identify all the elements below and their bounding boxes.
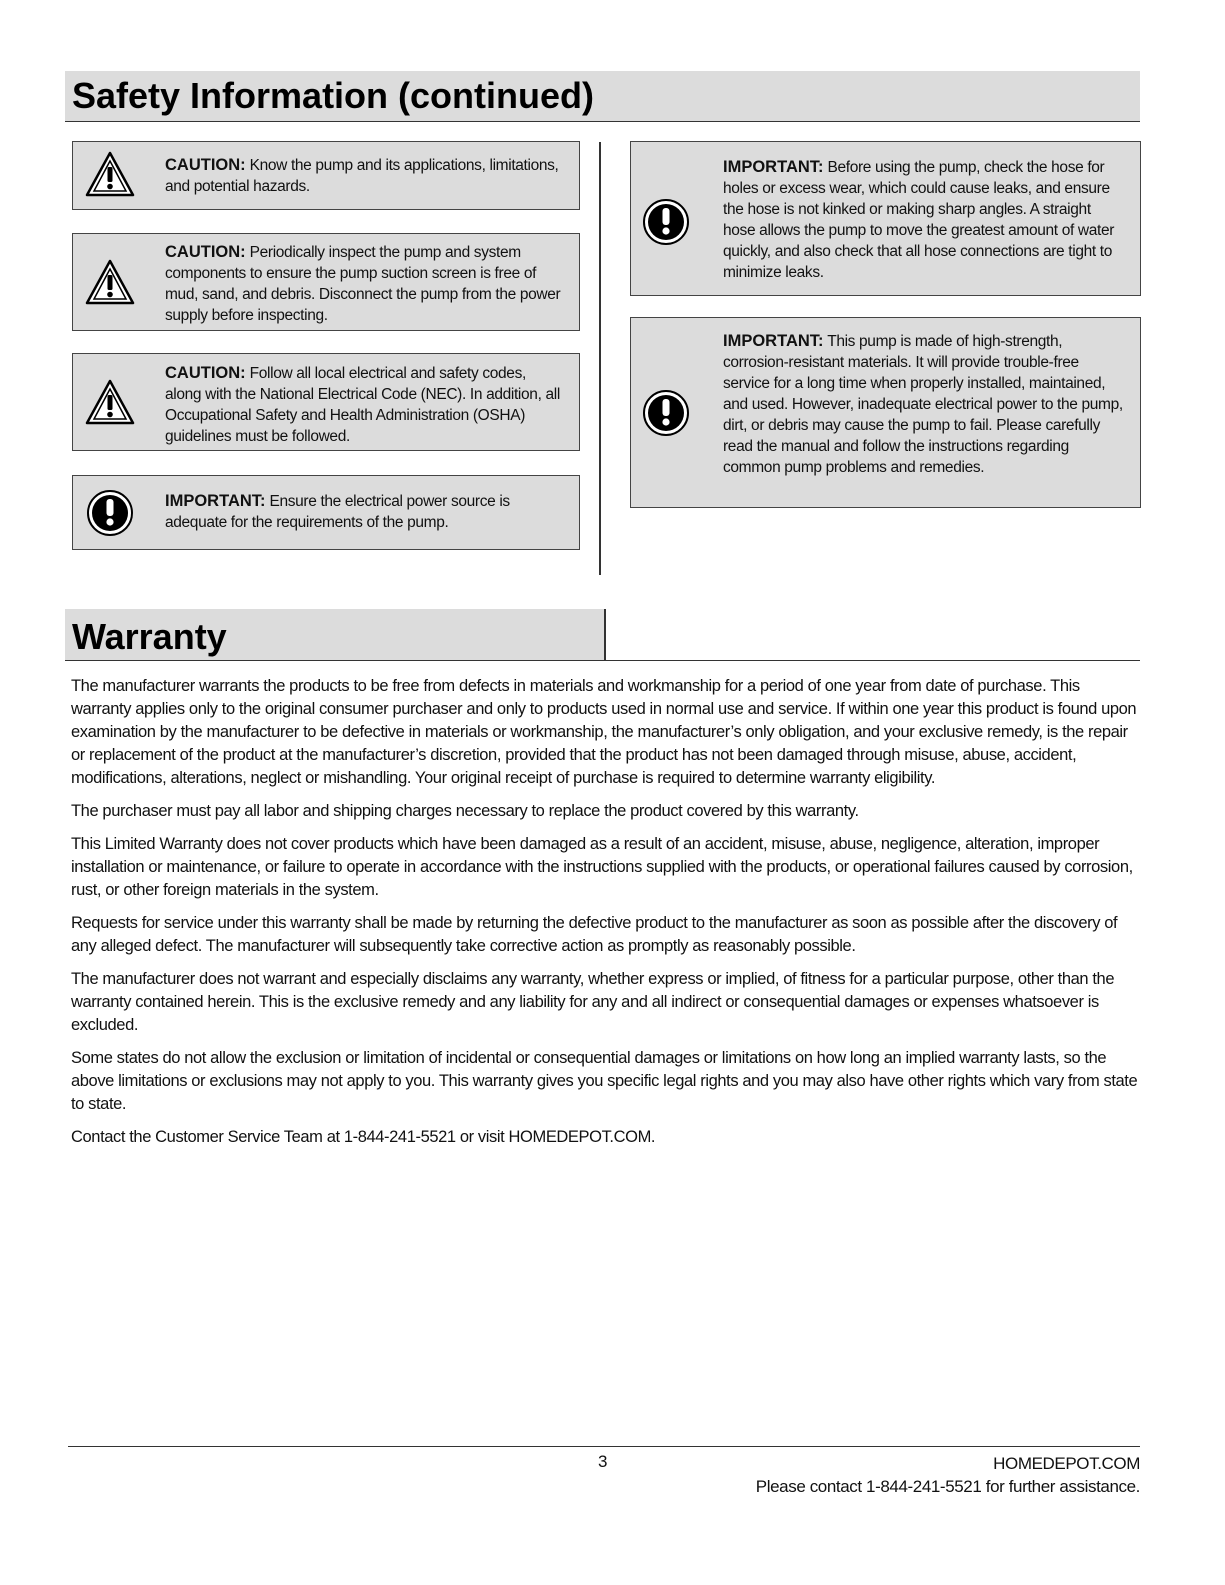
important-text: Before using the pump, check the hose for holes or excess wear, which could cause leaks, and ensure the hose is not kinked or making sharp angles. A straight hose allows the pump to move the greatest amount of water quickly, and also check that all hose connections are tight to minimize leaks. bbox=[723, 159, 1115, 281]
caution-label: CAUTION: bbox=[165, 364, 246, 382]
footer-site: HOMEDEPOT.COM bbox=[993, 1454, 1140, 1473]
important-text: Ensure the electrical power source is adequate for the requirements of the pump. bbox=[165, 493, 510, 531]
footer-rule bbox=[68, 1446, 1140, 1447]
important-box-2 bbox=[630, 141, 1141, 296]
caution-label: CAUTION: bbox=[165, 243, 246, 261]
caution-box-3 bbox=[72, 353, 580, 451]
caution-box-2 bbox=[72, 233, 580, 331]
important-text: This pump is made of high-strength, corrosion-resistant materials. It will provide trouble-free service for a long time when properly installed, maintained, and used. However, inadequate electrical power to the pump, dirt, or debris may cause the pump to fail. Please carefully read the manual and follow the instructions regarding common pump problems and remedies. bbox=[723, 333, 1123, 476]
warranty-contact: Contact the Customer Service Team at 1-844-241-5521 or visit HOMEDEPOT.COM. bbox=[71, 1128, 656, 1146]
caution-text: Know the pump and its applications, limitations, and potential hazards. bbox=[165, 157, 559, 195]
exclamation-circle-icon bbox=[86, 489, 134, 537]
important-label: IMPORTANT: bbox=[723, 332, 824, 350]
caution-text: Follow all local electrical and safety codes, along with the National Electrical Code (NEC). In addition, all Occupational Safety and Health Administration (OSHA) guidelines must be followed. bbox=[165, 365, 560, 445]
warning-triangle-icon bbox=[85, 151, 135, 197]
caution-box-1 bbox=[72, 141, 580, 210]
page-number: 3 bbox=[598, 1452, 608, 1471]
warranty-paragraph: Requests for service under this warranty shall be made by returning the defective product to the manufacturer as soon as possible after the discovery of any alleged defect. The manufacturer will subsequently take corrective action as promptly as reasonably possible. bbox=[71, 914, 1118, 955]
warranty-paragraph: Some states do not allow the exclusion or limitation of incidental or consequential damages or limitations on how long an implied warranty lasts, so the above limitations or exclusions may not apply to you. This warranty gives you specific legal rights and you may also have other rights which vary from state to state. bbox=[71, 1049, 1138, 1113]
footer-contact-block bbox=[756, 1452, 1140, 1498]
warranty-body bbox=[71, 675, 1139, 1159]
caution-text: Periodically inspect the pump and system components to ensure the pump suction screen is free of mud, sand, and debris. Disconnect the pump from the power supply before inspecting. bbox=[165, 244, 561, 324]
warning-triangle-icon bbox=[85, 379, 135, 425]
warranty-paragraph: The purchaser must pay all labor and shipping charges necessary to replace the product covered by this warranty. bbox=[71, 802, 859, 820]
important-box-3 bbox=[630, 317, 1141, 508]
caution-label: CAUTION: bbox=[165, 156, 246, 174]
warranty-paragraph: The manufacturer warrants the products to be free from defects in materials and workmanship for a period of one year from date of purchase. This warranty applies only to the original consumer purchaser and only to products used in normal use and service. If within one year this product is found upon examination by the manufacturer to be defective in materials or workmanship, the manufacturer’s only obligation, and your exclusive remedy, is the repair or replacement of the product at the manufacturer’s discretion, provided that the product has not been damaged through misuse, abuse, accident, modifications, alterations, neglect or mishandling. Your original receipt of purchase is required to determine warranty eligibility. bbox=[71, 677, 1137, 787]
safety-section-header bbox=[65, 71, 1140, 122]
footer-contact: Please contact 1-844-241-5521 for further assistance. bbox=[755, 1477, 1140, 1496]
warranty-paragraph: The manufacturer does not warrant and especially disclaims any warranty, whether express or implied, of fitness for a particular purpose, other than the warranty contained herein. This is the exclusive remedy and any liability for any and all indirect or consequential damages or expenses whatsoever is excluded. bbox=[71, 970, 1115, 1034]
important-box-1 bbox=[72, 475, 580, 550]
important-label: IMPORTANT: bbox=[723, 158, 824, 176]
warranty-header-divider bbox=[604, 609, 606, 661]
exclamation-circle-icon bbox=[642, 389, 690, 437]
warranty-section-header bbox=[65, 609, 1140, 661]
warranty-paragraph: This Limited Warranty does not cover products which have been damaged as a result of an accident, misuse, abuse, negligence, alteration, improper installation or maintenance, or failure to operate in accordance with the instructions supplied with the products, or operational failures caused by corrosion, rust, or other foreign materials in the system. bbox=[71, 835, 1133, 899]
column-divider bbox=[599, 142, 601, 575]
important-label: IMPORTANT: bbox=[165, 492, 266, 510]
warning-triangle-icon bbox=[85, 259, 135, 305]
exclamation-circle-icon bbox=[642, 198, 690, 246]
safety-title: Safety Information (continued) bbox=[72, 75, 594, 116]
warranty-title: Warranty bbox=[72, 616, 227, 657]
